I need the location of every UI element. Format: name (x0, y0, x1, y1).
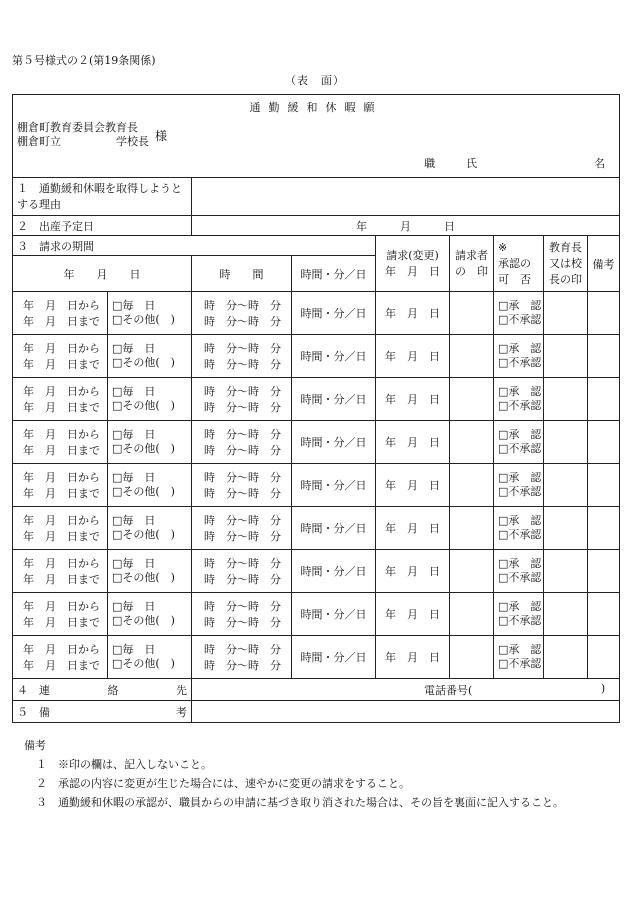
period-hours[interactable]: 時間・分／日 (292, 507, 376, 550)
request-date[interactable]: 年 月 日 (376, 507, 450, 550)
daily-checkbox[interactable]: □毎 日 (112, 428, 156, 441)
period-row (13, 464, 620, 507)
date-to: 年 月 日まで (23, 315, 100, 328)
notes-header: 備考 (588, 236, 620, 292)
time-range-1: 時 分～時 分 (204, 643, 281, 656)
period-times[interactable] (192, 378, 292, 421)
approve-checkbox[interactable]: □承 認 (498, 600, 542, 613)
period-hours[interactable]: 時間・分／日 (292, 378, 376, 421)
reason-field[interactable] (192, 178, 620, 216)
daily-checkbox[interactable]: □毎 日 (112, 342, 156, 355)
other-checkbox[interactable]: □その他( ) (112, 442, 175, 455)
date-to: 年 月 日まで (23, 573, 100, 586)
reject-checkbox[interactable]: □不承認 (498, 485, 542, 498)
approval-choice[interactable] (494, 378, 544, 421)
period-dates[interactable] (13, 550, 108, 593)
date-from: 年 月 日から (23, 600, 100, 613)
contact-label-end: 先 (176, 683, 187, 697)
time-range-1: 時 分～時 分 (204, 342, 281, 355)
reject-checkbox[interactable]: □不承認 (498, 442, 542, 455)
period-row (13, 593, 620, 636)
approve-checkbox[interactable]: □承 認 (498, 471, 542, 484)
time-range-1: 時 分～時 分 (204, 385, 281, 398)
row-notes[interactable] (588, 335, 620, 378)
requester-seal[interactable] (450, 507, 494, 550)
addressee (17, 121, 619, 149)
other-checkbox[interactable]: □その他( ) (112, 399, 175, 412)
row-notes[interactable] (588, 636, 620, 679)
date-from: 年 月 日から (23, 342, 100, 355)
approval-choice[interactable] (494, 335, 544, 378)
date-from: 年 月 日から (23, 385, 100, 398)
title-block (13, 95, 620, 178)
time-range-1: 時 分～時 分 (204, 299, 281, 312)
period-frequency[interactable] (108, 507, 192, 550)
contact-label-start: ４ 連 (17, 683, 50, 697)
time-range-1: 時 分～時 分 (204, 557, 281, 570)
request-date[interactable]: 年 月 日 (376, 593, 450, 636)
approval-choice[interactable] (494, 550, 544, 593)
approval-text: 承認の (498, 256, 531, 270)
period-frequency[interactable] (108, 421, 192, 464)
requester-seal[interactable] (450, 292, 494, 335)
principal-seal[interactable] (544, 507, 588, 550)
principal-seal[interactable] (544, 464, 588, 507)
request-date[interactable]: 年 月 日 (376, 636, 450, 679)
period-frequency[interactable] (108, 550, 192, 593)
time-col-header: 時 間 (192, 256, 292, 292)
approve-checkbox[interactable]: □承 認 (498, 514, 542, 527)
time-range-2: 時 分～時 分 (204, 358, 281, 371)
other-checkbox[interactable]: □その他( ) (112, 657, 175, 670)
principal-seal-header: 教育長又は校長の印 (544, 236, 588, 292)
period-row (13, 636, 620, 679)
row-notes[interactable] (588, 464, 620, 507)
time-range-2: 時 分～時 分 (204, 487, 281, 500)
period-times[interactable] (192, 335, 292, 378)
requester-header: 請求者 (455, 248, 488, 262)
principal-seal[interactable] (544, 593, 588, 636)
form-number: 第５号様式の２(第19条関係) (12, 54, 156, 67)
period-row (13, 550, 620, 593)
principal-seal[interactable] (544, 550, 588, 593)
time-range-2: 時 分～時 分 (204, 315, 281, 328)
note-item-1: １ ※印の欄は、記入しないこと。 (36, 758, 212, 771)
remarks-field[interactable] (192, 701, 620, 723)
due-date-label: ２ 出産予定日 (13, 216, 192, 236)
daily-checkbox[interactable]: □毎 日 (112, 514, 156, 527)
reject-checkbox[interactable]: □不承認 (498, 571, 542, 584)
approve-checkbox[interactable]: □承 認 (498, 557, 542, 570)
period-dates[interactable] (13, 507, 108, 550)
approval-header (494, 236, 544, 292)
phone-close: ) (600, 681, 606, 695)
addressee-line-1: 棚倉町教育委員会教育長 (17, 121, 138, 134)
period-times[interactable] (192, 593, 292, 636)
time-range-1: 時 分～時 分 (204, 471, 281, 484)
approval-text-2: 可 否 (498, 272, 531, 286)
due-date-field[interactable]: 年 月 日 (192, 216, 620, 236)
request-date-sub: 年 月 日 (385, 264, 440, 278)
request-date[interactable]: 年 月 日 (376, 464, 450, 507)
daily-checkbox[interactable]: □毎 日 (112, 385, 156, 398)
date-from: 年 月 日から (23, 299, 100, 312)
daily-checkbox[interactable]: □毎 日 (112, 299, 156, 312)
reject-checkbox[interactable]: □不承認 (498, 657, 542, 670)
period-frequency[interactable] (108, 335, 192, 378)
period-hours[interactable]: 時間・分／日 (292, 550, 376, 593)
time-range-2: 時 分～時 分 (204, 573, 281, 586)
contact-label (13, 679, 192, 701)
note-item-3: ３ 通勤緩和休暇の承認が、職員からの申請に基づき取り消された場合は、その旨を裏面に記入すること。 (36, 796, 564, 809)
period-dates[interactable] (13, 636, 108, 679)
staff-label-name-end: 名 (594, 157, 606, 170)
staff-label-name: 氏 (466, 157, 478, 170)
principal-seal[interactable] (544, 335, 588, 378)
requester-seal[interactable] (450, 378, 494, 421)
sama: 様 (155, 128, 168, 143)
period-times[interactable] (192, 292, 292, 335)
period-dates[interactable] (13, 292, 108, 335)
approve-checkbox[interactable]: □承 認 (498, 299, 542, 312)
period-frequency[interactable] (108, 464, 192, 507)
approval-choice[interactable] (494, 464, 544, 507)
time-range-2: 時 分～時 分 (204, 530, 281, 543)
reject-checkbox[interactable]: □不承認 (498, 356, 542, 369)
period-times[interactable] (192, 550, 292, 593)
period-frequency[interactable] (108, 378, 192, 421)
date-to: 年 月 日まで (23, 616, 100, 629)
request-date[interactable]: 年 月 日 (376, 335, 450, 378)
time-range-1: 時 分～時 分 (204, 428, 281, 441)
principal-seal[interactable] (544, 292, 588, 335)
row-notes[interactable] (588, 593, 620, 636)
time-range-2: 時 分～時 分 (204, 659, 281, 672)
date-col-header: 年 月 日 (13, 256, 192, 292)
date-to: 年 月 日まで (23, 487, 100, 500)
requester-seal[interactable] (450, 421, 494, 464)
other-checkbox[interactable]: □その他( ) (112, 313, 175, 326)
approve-checkbox[interactable]: □承 認 (498, 342, 542, 355)
reject-checkbox[interactable]: □不承認 (498, 528, 542, 541)
request-date[interactable]: 年 月 日 (376, 378, 450, 421)
period-row (13, 507, 620, 550)
period-times[interactable] (192, 507, 292, 550)
leave-request-form (12, 94, 620, 723)
approval-choice[interactable] (494, 507, 544, 550)
approval-mark: ※ (498, 240, 508, 254)
addressee-line-2: 棚倉町立 学校長 (17, 135, 149, 148)
date-from: 年 月 日から (23, 514, 100, 527)
daily-checkbox[interactable]: □毎 日 (112, 600, 156, 613)
date-from: 年 月 日から (23, 557, 100, 570)
remarks-label-start: ５ 備 (17, 705, 50, 719)
date-to: 年 月 日まで (23, 444, 100, 457)
approval-choice[interactable] (494, 421, 544, 464)
period-frequency[interactable] (108, 292, 192, 335)
other-checkbox[interactable]: □その他( ) (112, 356, 175, 369)
request-date-header (376, 236, 450, 292)
time-range-1: 時 分～時 分 (204, 514, 281, 527)
requester-seal[interactable] (450, 550, 494, 593)
requester-seal-sub: の 印 (455, 264, 488, 278)
requester-seal-header (450, 236, 494, 292)
period-row (13, 292, 620, 335)
other-checkbox[interactable]: □その他( ) (112, 571, 175, 584)
remarks-label (13, 701, 192, 723)
period-dates[interactable] (13, 593, 108, 636)
principal-seal[interactable] (544, 378, 588, 421)
period-hours[interactable]: 時間・分／日 (292, 335, 376, 378)
reject-checkbox[interactable]: □不承認 (498, 614, 542, 627)
row-notes[interactable] (588, 292, 620, 335)
requester-seal[interactable] (450, 593, 494, 636)
date-from: 年 月 日から (23, 428, 100, 441)
other-checkbox[interactable]: □その他( ) (112, 528, 175, 541)
period-row (13, 378, 620, 421)
daily-checkbox[interactable]: □毎 日 (112, 643, 156, 656)
form-title: 通勤緩和休暇願 (249, 101, 383, 114)
period-row (13, 335, 620, 378)
request-header: 請求(変更) (386, 248, 439, 262)
period-hours[interactable]: 時間・分／日 (292, 421, 376, 464)
period-hours[interactable]: 時間・分／日 (292, 636, 376, 679)
remarks-label-end: 考 (176, 705, 187, 719)
note-item-2: ２ 承認の内容に変更が生じた場合には、速やかに変更の請求をすること。 (36, 777, 410, 790)
other-checkbox[interactable]: □その他( ) (112, 485, 175, 498)
reject-checkbox[interactable]: □不承認 (498, 313, 542, 326)
approve-checkbox[interactable]: □承 認 (498, 428, 542, 441)
other-checkbox[interactable]: □その他( ) (112, 614, 175, 627)
period-dates[interactable] (13, 335, 108, 378)
principal-seal[interactable] (544, 636, 588, 679)
notes-title: 備考 (24, 739, 46, 752)
period-dates[interactable] (13, 378, 108, 421)
period-dates[interactable] (13, 421, 108, 464)
period-times[interactable] (192, 421, 292, 464)
reject-checkbox[interactable]: □不承認 (498, 399, 542, 412)
requester-seal[interactable] (450, 636, 494, 679)
period-label: ３ 請求の期間 (13, 236, 376, 256)
request-date[interactable]: 年 月 日 (376, 550, 450, 593)
row-notes[interactable] (588, 421, 620, 464)
side-label: （表 面） (285, 74, 345, 87)
date-to: 年 月 日まで (23, 401, 100, 414)
date-from: 年 月 日から (23, 471, 100, 484)
period-hours[interactable]: 時間・分／日 (292, 292, 376, 335)
principal-seal[interactable] (544, 421, 588, 464)
approval-choice[interactable] (494, 593, 544, 636)
approval-choice[interactable] (494, 292, 544, 335)
period-hours[interactable]: 時間・分／日 (292, 464, 376, 507)
staff-label-post: 職 (424, 157, 436, 170)
approval-choice[interactable] (494, 636, 544, 679)
approve-checkbox[interactable]: □承 認 (498, 385, 542, 398)
date-to: 年 月 日まで (23, 530, 100, 543)
requester-seal[interactable] (450, 464, 494, 507)
time-range-1: 時 分～時 分 (204, 600, 281, 613)
period-dates[interactable] (13, 464, 108, 507)
period-hours[interactable]: 時間・分／日 (292, 593, 376, 636)
time-range-2: 時 分～時 分 (204, 401, 281, 414)
date-to: 年 月 日まで (23, 659, 100, 672)
row-notes[interactable] (588, 550, 620, 593)
hours-col-header: 時間・分／日 (292, 256, 376, 292)
daily-checkbox[interactable]: □毎 日 (112, 471, 156, 484)
period-times[interactable] (192, 464, 292, 507)
period-row (13, 421, 620, 464)
request-date[interactable]: 年 月 日 (376, 421, 450, 464)
date-to: 年 月 日まで (23, 358, 100, 371)
row-notes[interactable] (588, 507, 620, 550)
contact-label-mid: 絡 (107, 683, 119, 697)
period-times[interactable] (192, 636, 292, 679)
requester-seal[interactable] (450, 335, 494, 378)
daily-checkbox[interactable]: □毎 日 (112, 557, 156, 570)
contact-field[interactable] (192, 679, 620, 701)
notes-section (24, 736, 564, 812)
period-frequency[interactable] (108, 636, 192, 679)
period-frequency[interactable] (108, 593, 192, 636)
approve-checkbox[interactable]: □承 認 (498, 643, 542, 656)
staff-name-line[interactable] (13, 155, 619, 171)
time-range-2: 時 分～時 分 (204, 444, 281, 457)
request-date[interactable]: 年 月 日 (376, 292, 450, 335)
row-notes[interactable] (588, 378, 620, 421)
time-range-2: 時 分～時 分 (204, 616, 281, 629)
date-from: 年 月 日から (23, 643, 100, 656)
phone-label: 電話番号( (424, 683, 473, 697)
reason-label: １ 通勤緩和休暇を取得しようとする理由 (13, 178, 192, 216)
